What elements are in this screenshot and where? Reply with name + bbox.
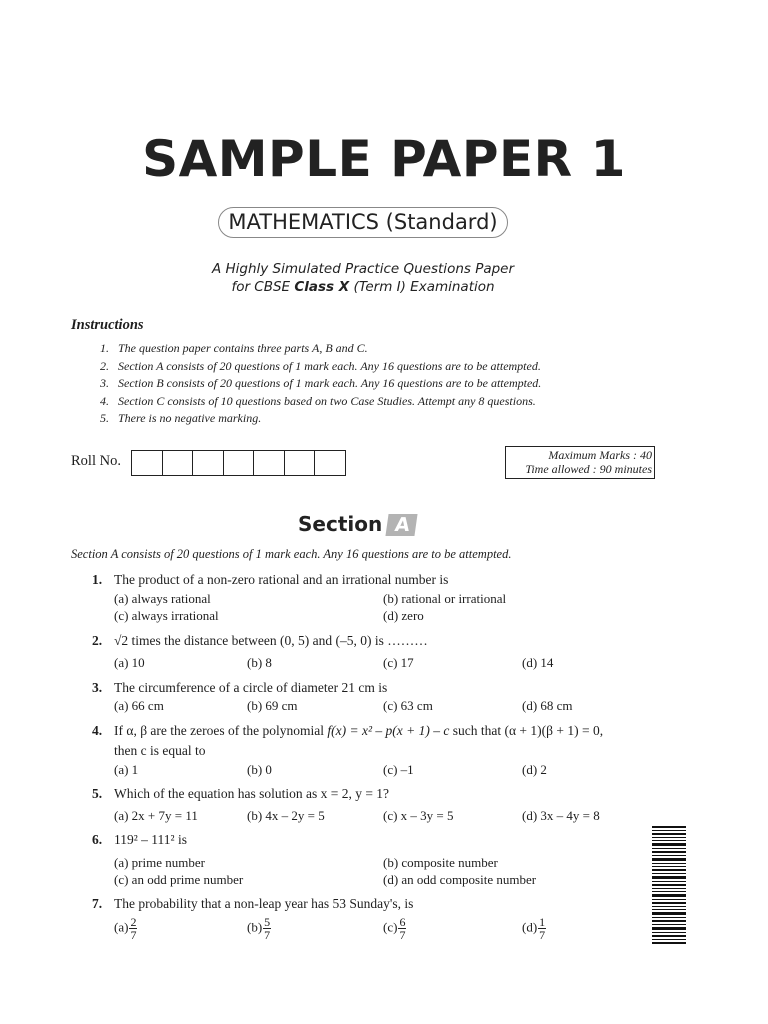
q5-option-d: (d) 3x – 4y = 8 [522, 808, 600, 823]
roll-digit-box[interactable] [224, 451, 255, 475]
q3-option-b: (b) 69 cm [247, 698, 298, 713]
roll-digit-box[interactable] [193, 451, 224, 475]
instruction-item: 2. Section A consists of 20 questions of 1 mark each. Any 16 questions are to be attempted. [100, 358, 541, 373]
q1-option-a: (a) always rational [114, 591, 211, 606]
q6-option-d: (d) an odd composite number [383, 872, 537, 887]
q3-option-c: (c) 63 cm [383, 698, 433, 713]
q4-option-c: (c) –1 [383, 762, 414, 777]
roll-number-label: Roll No. [71, 453, 121, 469]
question-3: 3. The circumference of a circle of diameter 21 cm is [92, 680, 388, 695]
fraction: $\frac{6}{7}$ [399, 915, 406, 942]
q2-option-a: (a) 10 [114, 655, 145, 670]
q4-option-a: (a) 1 [114, 762, 139, 777]
instruction-item: 3. Section B consists of 20 questions of 1 mark each. Any 16 questions are to be attempted. [100, 376, 542, 390]
class-label: Class X [294, 279, 350, 295]
instructions-heading: Instructions [71, 317, 144, 333]
instruction-item: 4. Section C consists of 10 questions based on two Case Studies. Attempt any 8 questions. [100, 393, 536, 408]
question-1: 1. The product of a non-zero rational and an irrational number is [92, 572, 449, 587]
roll-digit-box[interactable] [163, 451, 194, 475]
q5-option-c: (c) x – 3y = 5 [383, 808, 454, 823]
q6-option-a: (a) prime number [114, 855, 205, 870]
marks-time-box [505, 446, 655, 479]
tagline-line-2: for CBSE Class X (Term I) Examination [231, 279, 495, 295]
q5-option-b: (b) 4x – 2y = 5 [247, 808, 325, 823]
tagline-line-1: A Highly Simulated Practice Questions Paper [211, 261, 515, 277]
roll-number-boxes[interactable] [131, 450, 346, 476]
q3-option-a: (a) 66 cm [114, 698, 164, 713]
q2-option-c: (c) 17 [383, 655, 414, 670]
section-badge: A [386, 514, 418, 536]
section-heading: Section A [298, 512, 416, 536]
q6-option-c: (c) an odd prime number [114, 872, 244, 887]
q4-option-b: (b) 0 [247, 762, 272, 777]
tagline [0, 260, 726, 296]
page-title: SAMPLE PAPER 1 [142, 130, 626, 188]
question-4-line-2: then c is equal to [114, 743, 206, 758]
roll-digit-box[interactable] [285, 451, 316, 475]
q4-option-d: (d) 2 [522, 762, 547, 777]
q1-option-d: (d) zero [383, 608, 424, 623]
q2-option-d: (d) 14 [522, 655, 554, 670]
question-2: 2. √2 times the distance between (0, 5) and (–5, 0) is ……… [92, 633, 428, 648]
q7-option-d: (d) $\frac{1}{7}$ [522, 915, 546, 942]
q7-option-c: (c) $\frac{6}{7}$ [383, 915, 406, 942]
question-5: 5. Which of the equation has solution as x = 2, y = 1? [92, 786, 390, 801]
q5-option-a: (a) 2x + 7y = 11 [114, 808, 198, 823]
instruction-item: 5. There is no negative marking. [100, 411, 262, 425]
maximum-marks: Maximum Marks : 40 [548, 448, 652, 462]
q6-option-b: (b) composite number [383, 855, 498, 870]
q7-option-b: (b) $\frac{5}{7}$ [247, 915, 271, 942]
question-6: 6. 119² – 111² is [92, 832, 187, 847]
roll-digit-box[interactable] [132, 451, 163, 475]
section-description: Section A consists of 20 questions of 1 mark each. Any 16 questions are to be attempted. [71, 547, 512, 561]
fraction: $\frac{1}{7}$ [539, 915, 546, 942]
question-4: 4. If α, β are the zeroes of the polynomial f(x) = x² – p(x + 1) – c such that (α + 1)(β + 1) = 0, [92, 723, 604, 738]
fraction: $\frac{2}{7}$ [130, 915, 137, 942]
time-allowed: Time allowed : 90 minutes [525, 462, 652, 476]
q1-option-b: (b) rational or irrational [383, 591, 507, 606]
barcode-icon [652, 826, 686, 944]
subject-pill: MATHEMATICS (Standard) [218, 207, 507, 238]
instruction-item: 1. The question paper contains three parts A, B and C. [100, 341, 368, 355]
question-7: 7. The probability that a non-leap year has 53 Sunday's, is [92, 896, 414, 911]
sqrt-expression: √2 [114, 633, 129, 648]
q7-option-a: (a) $\frac{2}{7}$ [114, 915, 137, 942]
instructions-list [100, 340, 541, 428]
roll-digit-box[interactable] [315, 451, 345, 475]
roll-digit-box[interactable] [254, 451, 285, 475]
q2-option-b: (b) 8 [247, 655, 272, 670]
fraction: $\frac{5}{7}$ [264, 915, 271, 942]
q3-option-d: (d) 68 cm [522, 698, 573, 713]
polynomial-expression: f(x) = x² – p(x + 1) – c [327, 723, 450, 738]
q1-option-c: (c) always irrational [114, 608, 219, 623]
